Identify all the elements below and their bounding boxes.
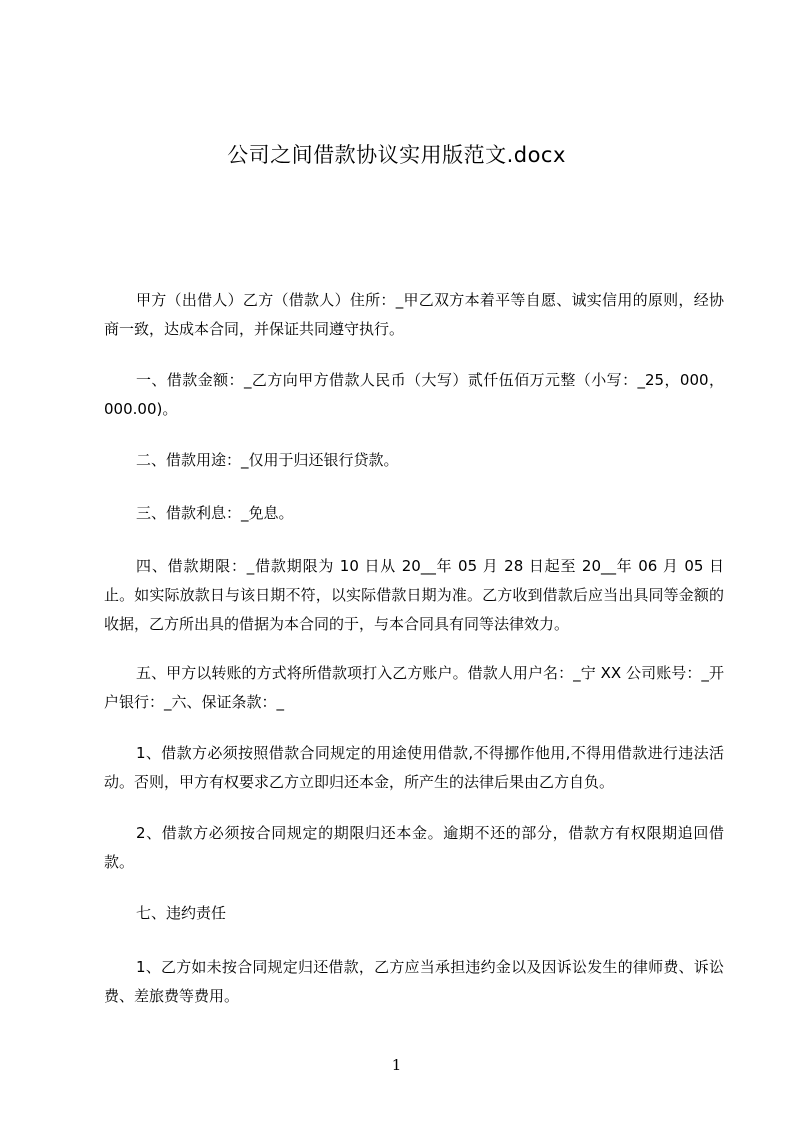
paragraph-repayment-clause: 2、借款方必须按合同规定的期限归还本金。逾期不还的部分，借款方有权限期追回借款。 (104, 824, 724, 871)
section-heading-breach: 七、违约责任 (136, 904, 227, 922)
paragraph-loan-interest: 三、借款利息：_免息。 (136, 504, 294, 522)
paragraph-loan-purpose: 二、借款用途：_仅用于归还银行贷款。 (136, 451, 399, 469)
paragraph-usage-clause: 1、借款方必须按照借款合同规定的用途使用借款,不得挪作他用,不得用借款进行违法活动。否则，甲方有权要求乙方立即归还本金，所产生的法律后果由乙方自负。 (104, 744, 724, 791)
paragraph-loan-term: 四、借款期限：_借款期限为 10 日从 20__年 05 月 28 日起至 20__年 06 月 05 日止。如实际放款日与该日期不符，以实际借款日期为准。乙方收到借款后应当出具同等金额的收据，乙方所出具的借据为本合同的于，与本合同具有同等法律效力。 (104, 557, 724, 633)
page-number: 1 (391, 1056, 402, 1074)
paragraph-loan-amount: 一、借款金额：_乙方向甲方借款人民币（大写）贰仟伍佰万元整（小写：_25，000，000.00)。 (104, 371, 724, 418)
document-title: 公司之间借款协议实用版范文.docx (227, 143, 566, 167)
paragraph-breach-clause: 1、乙方如未按合同规定归还借款，乙方应当承担违约金以及因诉讼发生的律师费、诉讼费、差旅费等费用。 (104, 958, 724, 1005)
paragraph-parties: 甲方（出借人）乙方（借款人）住所：_甲乙双方本着平等自愿、诚实信用的原则，经协商一致，达成本合同，并保证共同遵守执行。 (104, 291, 724, 338)
paragraph-transfer-account: 五、甲方以转账的方式将所借款项打入乙方账户。借款人用户名：_宁 XX 公司账号：_开户银行：_六、保证条款：_ (104, 664, 724, 711)
